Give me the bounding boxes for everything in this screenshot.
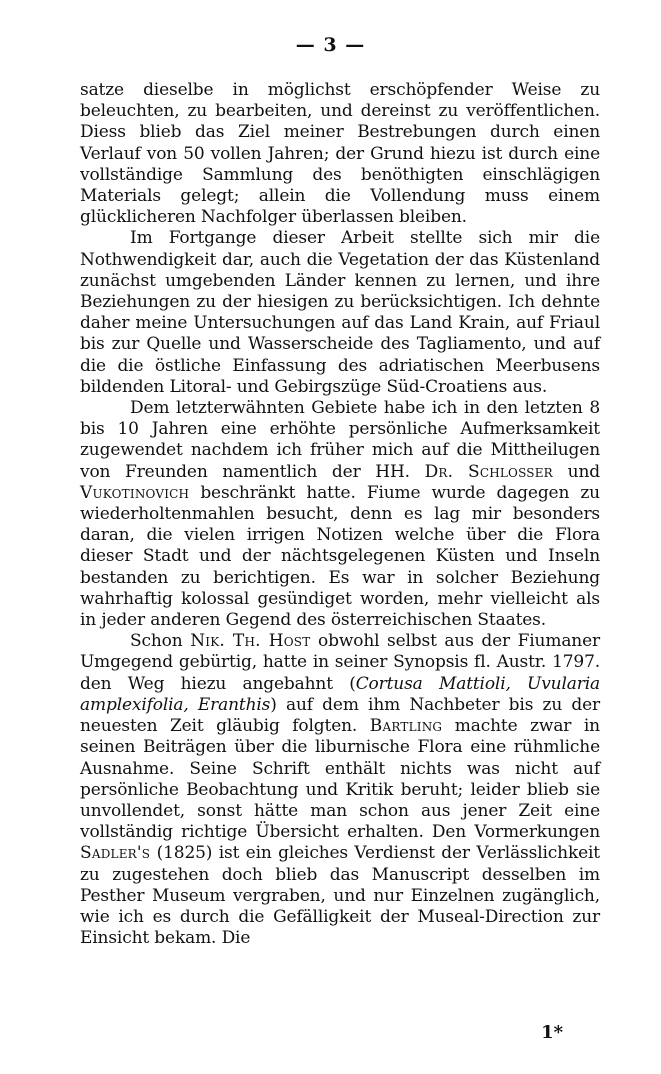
paragraph-4-text-c: ) auf dem ihm Nachbeter bis zu der neuesten Zeit gläubig folgten. bbox=[80, 694, 601, 737]
paragraph-3 bbox=[80, 398, 600, 631]
paragraph-3-text-b: beschränkt hatte. Fiume wurde dagegen zu wiederholtenmahlen besucht, denn es lag mir besonders daran, die vielen irrigen Notizen welche über die Flora dieser Stadt und der nächtsgelegenen Küsten und Inseln bestanden zu berichtigen. Es war in solcher Beziehung wahrhaftig kolossal gesündiget worden, mehr vielleicht als in jeder anderen Gegend des österreichischen Staates. bbox=[80, 482, 600, 631]
author-dr: Dr. bbox=[424, 461, 454, 482]
paragraph-4 bbox=[80, 631, 600, 949]
paragraph-4-text-a: Schon bbox=[130, 631, 183, 652]
species-names: Cortusa Mattioli, Uvularia amplexifolia, Eranthis bbox=[80, 673, 600, 715]
body-text bbox=[80, 80, 600, 949]
paragraph-2: Im Fortgange dieser Arbeit stellte sich mir die Nothwendigkeit dar, auch die Vegetation der das Küstenland zunächst umgebenden Länder kennen zu lernen, und ihre Beziehungen zu der hiesigen zu berücksichtigen. Ich dehnte daher meine Untersuchungen auf das Land Krain, auf Friaul bis zur Quelle und Wasserscheide des Tagliamento, und auf die die östliche Einfassung des adriatischen Meerbusens bildenden Litoral- und Gebirgszüge Süd-Croatiens aus. bbox=[80, 228, 600, 397]
paragraph-4-text-e: (1825) ist ein gleiches Verdienst der Verlässlichkeit zu zugestehen doch blieb das Manuscript desselben im Pesther Museum vergraben, und nur Einzelnen zugänglich, wie ich es durch die Gefälligkeit der Museal-Direction zur Einsicht bekam. Die bbox=[80, 843, 600, 949]
author-schlosser: Schlosser bbox=[467, 461, 553, 482]
author-host: Nik. Th. Host bbox=[190, 631, 311, 652]
page-number: — 3 — bbox=[295, 34, 366, 56]
conjunction-und: und bbox=[567, 461, 600, 482]
author-bartling: Bartling bbox=[369, 716, 443, 737]
signature-mark: 1* bbox=[541, 1022, 563, 1043]
paragraph-3-text-a: Dem letzterwähnten Gebiete habe ich in den letzten 8 bis 10 Jahren eine erhöhte persönliche Aufmerksamkeit zugewendet nachdem ich früher mich auf die Mittheilugen von Freunden namentlich der HH. bbox=[80, 398, 600, 482]
paragraph-4-text-d: machte zwar in seinen Beiträgen über die liburnische Flora eine rühmliche Ausnahme. Seine Schrift enthält nichts was nicht auf persönliche Beobachtung und Kritik beruht; leider blieb sie unvollendet, sonst hätte man schon aus jener Zeit eine vollständig richtige Übersicht erhalten. Den Vormerkungen bbox=[80, 716, 600, 843]
author-vukotinovich: Vukotinovich bbox=[80, 482, 190, 503]
paragraph-4-text-b: obwohl selbst aus der Fiumaner Umgegend gebürtig, hatte in seiner Synopsis fl. Austr. 1797. den Weg hiezu angebahnt ( bbox=[80, 631, 600, 694]
author-sadler: Sadler's bbox=[80, 843, 151, 864]
paragraph-1: satze dieselbe in möglichst erschöpfender Weise zu beleuchten, zu bearbeiten, und dereinst zu veröffentlichen. Diess blieb das Ziel meiner Bestrebungen durch einen Verlauf von 50 vollen Jahren; der Grund hiezu ist durch eine vollständige Sammlung des benöthigten einschlägigen Materials gelegt; allein die Vollendung muss einem glücklicheren Nachfolger überlassen bleiben. bbox=[80, 80, 600, 228]
